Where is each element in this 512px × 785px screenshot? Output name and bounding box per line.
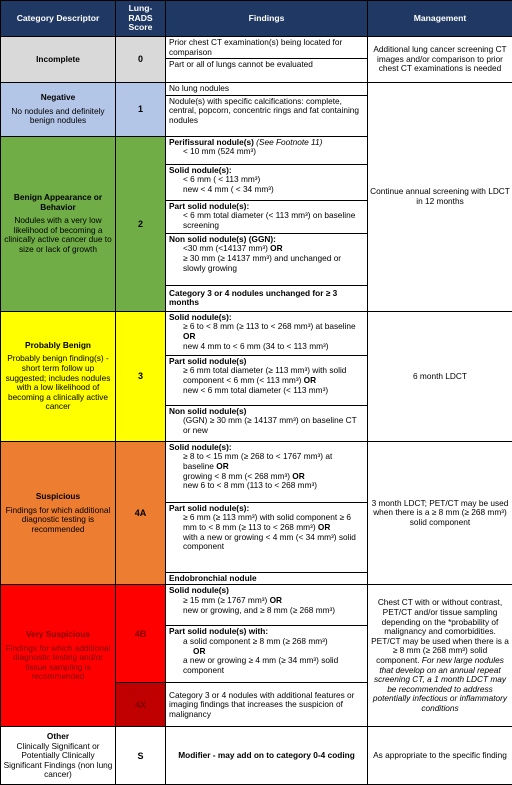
- finding-negative-2: Nodule(s) with specific calcifications: complete, central, popcorn, concentric rings and fat containing nodules: [166, 95, 368, 136]
- pb-solid-new: new 4 mm to < 6 mm (34 to < 113 mm³): [169, 342, 364, 352]
- management-very-suspicious: [368, 585, 512, 727]
- category-suspicious-title: Suspicious: [3, 492, 113, 502]
- category-other-title: Other: [3, 732, 113, 742]
- score-other: S: [116, 727, 166, 785]
- pb-solid-or: OR: [183, 331, 195, 341]
- solid-heading: Solid nodule(s):: [169, 165, 232, 175]
- perifissural-footnote: (See Footnote 11): [256, 137, 322, 147]
- 4a-solid-baseline-text: ≥ 8 to < 15 mm (≥ 268 to < 1767 mm³) at baseline: [183, 451, 332, 471]
- non-solid-heading: Non solid nodule(s) (GGN):: [169, 234, 276, 244]
- category-probably-benign-title: Probably Benign: [3, 341, 113, 351]
- row-probably-benign-1: [1, 311, 512, 355]
- 4a-part-solid-component: [169, 513, 364, 532]
- pb-part-solid-or: OR: [304, 375, 316, 385]
- row-suspicious-1: [1, 441, 512, 502]
- 4b-part-solid-heading: Part solid nodule(s) with:: [169, 626, 268, 636]
- non-solid-or: OR: [270, 243, 282, 253]
- 4b-part-solid-or: OR: [169, 647, 364, 657]
- finding-benign-part-solid: [166, 200, 368, 233]
- non-solid-size: <30 mm (<14137 mm³): [183, 243, 268, 253]
- finding-incomplete-2: Part or all of lungs cannot be evaluated: [166, 59, 368, 83]
- finding-benign-non-solid: [166, 233, 368, 285]
- category-negative: [1, 83, 116, 137]
- category-benign-desc: Nodules with a very low likelihood of becoming a clinically active cancer due to size or lack of growth: [4, 215, 111, 254]
- 4b-solid-heading: Solid nodule(s): [169, 585, 229, 595]
- finding-4a-endobronchial: Endobronchial nodule: [166, 572, 368, 585]
- header-findings: Findings: [166, 1, 368, 37]
- finding-incomplete-1: Prior chest CT examination(s) being located for comparison: [166, 37, 368, 59]
- finding-pb-solid: [166, 311, 368, 355]
- category-benign-title: Benign Appearance or Behavior: [3, 193, 113, 212]
- non-solid-large: ≥ 30 mm (≥ 14137 mm³) and unchanged or slowly growing: [169, 254, 364, 273]
- 4b-solid-new: new or growing, and ≥ 8 mm (≥ 268 mm³): [169, 606, 364, 616]
- score-incomplete: 0: [116, 37, 166, 83]
- row-negative: [1, 83, 512, 96]
- category-very-suspicious-desc: Findings for which additional diagnostic testing and/or tissue sampling is recommended: [6, 643, 111, 682]
- pb-non-solid-size: (GGN) ≥ 30 mm (≥ 14137 mm³) on baseline CT or new: [169, 416, 364, 435]
- finding-pb-part-solid: [166, 355, 368, 405]
- pb-non-solid-heading: Non solid nodule(s): [169, 406, 246, 416]
- header-category: Category Descriptor: [1, 1, 116, 37]
- finding-pb-non-solid: [166, 405, 368, 441]
- finding-4b-part-solid: [166, 626, 368, 683]
- management-benign: Continue annual screening with LDCT in 12 months: [368, 83, 512, 312]
- finding-4b-solid: [166, 585, 368, 626]
- row-incomplete: [1, 37, 512, 59]
- management-very-suspicious-text: Chest CT with or without contrast, PET/CT and/or tissue sampling depending on the *probability of malignancy and comorbidities. PET/CT may be used when there is a ≥ 8 mm (≥ 268 mm³) solid component.: [371, 597, 509, 665]
- category-negative-title: Negative: [3, 93, 113, 103]
- pb-part-solid-total: [169, 366, 364, 385]
- 4a-part-solid-new: with a new or growing < 4 mm (< 34 mm³) solid component: [169, 533, 364, 552]
- finding-benign-solid: [166, 164, 368, 200]
- pb-solid-baseline-text: ≥ 6 to < 8 mm (≥ 113 to < 268 mm³) at baseline: [183, 321, 356, 331]
- 4a-solid-or: OR: [216, 461, 228, 471]
- solid-new: new < 4 mm ( < 34 mm³): [169, 185, 364, 195]
- management-probably-benign: 6 month LDCT: [368, 311, 512, 441]
- perifissural-size: < 10 mm (524 mm³): [169, 147, 364, 157]
- header-row: [1, 1, 512, 37]
- pb-part-solid-total-text: ≥ 6 mm total diameter (≥ 113 mm³) with solid component < 6 mm (< 113 mm³): [183, 365, 346, 385]
- score-benign: 2: [116, 136, 166, 311]
- 4a-part-solid-component-text: ≥ 6 mm (≥ 113 mm³) with solid component ≥ 6 mm to < 8 mm (≥ 113 to < 268 mm³): [183, 512, 351, 532]
- score-probably-benign: 3: [116, 311, 166, 441]
- category-other: [1, 727, 116, 785]
- finding-4a-part-solid: [166, 502, 368, 572]
- 4a-solid-growing-text: growing < 8 mm (< 268 mm³): [183, 471, 290, 481]
- finding-other: Modifier - may add on to category 0-4 coding: [166, 727, 368, 785]
- 4b-solid-size-text: ≥ 15 mm (≥ 1767 mm³): [183, 595, 267, 605]
- row-very-suspicious-1: [1, 585, 512, 626]
- management-incomplete: Additional lung cancer screening CT images and/or comparison to prior chest CT examinations is needed: [368, 37, 512, 83]
- finding-negative-1: No lung nodules: [166, 83, 368, 96]
- 4a-solid-baseline: [169, 452, 364, 471]
- category-suspicious-desc: Findings for which additional diagnostic testing is recommended: [6, 505, 111, 534]
- score-suspicious: 4A: [116, 441, 166, 585]
- category-benign: [1, 136, 116, 311]
- category-negative-desc: No nodules and definitely benign nodules: [11, 106, 104, 126]
- 4a-solid-new: new 6 to < 8 mm (113 to < 268 mm³): [169, 481, 364, 491]
- part-solid-heading: Part solid nodule(s):: [169, 201, 249, 211]
- finding-benign-perifissural: [166, 136, 368, 164]
- category-very-suspicious: [1, 585, 116, 727]
- 4b-solid-or: OR: [270, 595, 282, 605]
- score-4x: 4X: [116, 683, 166, 727]
- pb-part-solid-new: new < 6 mm total diameter (< 113 mm³): [169, 386, 364, 396]
- category-suspicious: [1, 441, 116, 585]
- 4b-part-solid-component-text: a solid component ≥ 8 mm (≥ 268 mm³): [183, 636, 328, 646]
- header-score: Lung-RADS Score: [116, 1, 166, 37]
- pb-part-solid-heading: Part solid nodule(s): [169, 356, 246, 366]
- management-other: As appropriate to the specific finding: [368, 727, 512, 785]
- part-solid-size: < 6 mm total diameter (< 113 mm³) on baseline screening: [169, 211, 364, 230]
- category-probably-benign: [1, 311, 116, 441]
- pb-solid-heading: Solid nodule(s):: [169, 312, 232, 322]
- score-negative: 1: [116, 83, 166, 137]
- pb-solid-baseline: [169, 322, 364, 341]
- category-incomplete: Incomplete: [1, 37, 116, 83]
- category-very-suspicious-title: Very Suspicious: [3, 630, 113, 640]
- 4a-part-solid-or: OR: [318, 522, 330, 532]
- 4a-part-solid-heading: Part solid nodule(s):: [169, 503, 249, 513]
- 4b-part-solid-new: a new or growing ≥ 4 mm (≥ 34 mm³) solid component: [169, 656, 364, 675]
- finding-4x: Category 3 or 4 nodules with additional features or imaging findings that increases the suspicion of malignancy: [166, 683, 368, 727]
- management-very-suspicious-note: For new large nodules that develop on an annual repeat screening CT, a 1 month LDCT may be recommended to address potentially infectious or inflammatory conditions: [373, 655, 507, 713]
- row-other: [1, 727, 512, 785]
- 4a-solid-or2: OR: [292, 471, 304, 481]
- finding-4a-solid: [166, 441, 368, 502]
- 4a-solid-heading: Solid nodule(s):: [169, 442, 232, 452]
- category-other-desc: Clinically Significant or Potentially Clinically Significant Findings (non lung cancer): [4, 741, 113, 780]
- solid-size: < 6 mm ( < 113 mm³): [169, 175, 364, 185]
- finding-benign-unchanged: Category 3 or 4 nodules unchanged for ≥ 3 months: [166, 285, 368, 311]
- management-suspicious: 3 month LDCT; PET/CT may be used when there is a ≥ 8 mm (≥ 268 mm³) solid component: [368, 441, 512, 585]
- header-management: Management: [368, 1, 512, 37]
- category-probably-benign-desc: Probably benign finding(s) - short term follow up suggested; includes nodules with a low likelihood of becoming a clinically active cancer: [6, 353, 111, 411]
- score-4b: 4B: [116, 585, 166, 683]
- perifissural-heading: Perifissural nodule(s): [169, 137, 254, 147]
